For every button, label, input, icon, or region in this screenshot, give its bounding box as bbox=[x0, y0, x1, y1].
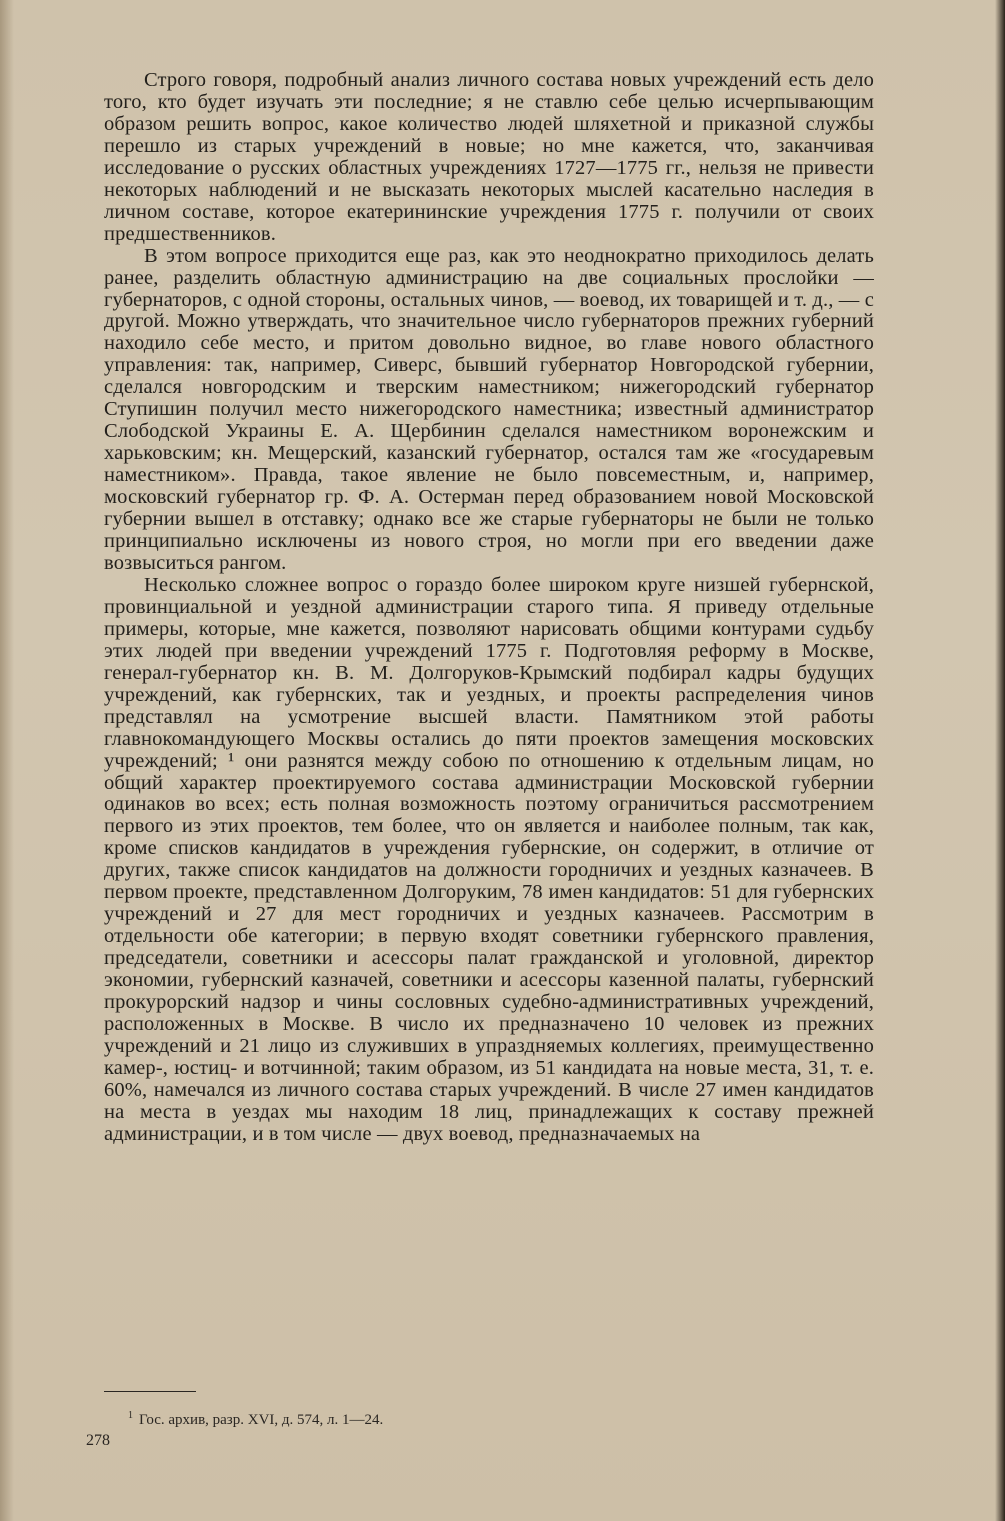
footnote-marker: 1 bbox=[128, 1410, 133, 1421]
footnote-text: Гос. архив, разр. XVI, д. 574, л. 1—24. bbox=[139, 1412, 384, 1428]
paragraph-1: Строго говоря, подробный анализ личного состава новых учреждений есть дело того, кто будет изучать эти последние; я не ставлю себе целью исчерпывающим образом решить вопрос, какое количество людей шляхетной и приказной службы перешло из старых учреждений в новые; но мне кажется, что, заканчивая исследование о русских областных учреждениях 1727—1775 гг., нельзя не привести некоторых наблюдений и не высказать некоторых мыслей касательно наследия в личном составе, которое екатерининские учреждения 1775 г. получили от своих предшественников. bbox=[104, 69, 874, 245]
page-number: 278 bbox=[86, 1432, 110, 1449]
footnote bbox=[128, 1407, 728, 1429]
footnote-divider bbox=[104, 1391, 196, 1392]
paragraph-3: Несколько сложнее вопрос о гораздо более широком круге низшей губернской, провинциальной и уездной администрации старого типа. Я приведу отдельные примеры, которые, мне кажется, позволяют нарисовать общими контурами судьбу этих людей при введении учреждений 1775 г. Подготовляя реформу в Москве, генерал-губернатор кн. В. М. Долгоруков-Крымский подбирал кадры будущих учреждений, как губернских, так и уездных, и проекты распределения чинов представлял на усмотрение высшей власти. Памятником этой работы главнокомандующего Москвы остались до пяти проектов замещения московских учреждений; ¹ они разнятся между собою по отношению к отдельным лицам, но общий характер проектируемого состава администрации Московской губернии одинаков во всех; есть полная возможность поэтому ограничиться рассмотрением первого из этих проектов, тем более, что он является и наиболее полным, так как, кроме списков кандидатов в учреждения губернские, он содержит, в отличие от других, также список кандидатов на должности городничих и уездных казначеев. В первом проекте, представленном Долгоруким, 78 имен кандидатов: 51 для губернских учреждений и 27 для мест городничих и уездных казначеев. Рассмотрим в отдельности обе категории; в первую входят советники губернского правления, председатели, советники и асессоры палат гражданской и уголовной, директор экономии, губернский казначей, советники и асессоры казенной палаты, губернский прокурорский надзор и чины сословных судебно-административных учреждений, расположенных в Москве. В число их предназначено 10 человек из прежних учреждений и 21 лицо из служивших в упраздняемых коллегиях, преимущественно камер-, юстиц- и вотчинной; таким образом, из 51 кандидата на новые места, 31, т. е. 60%, намечался из личного состава старых учреждений. В числе 27 имен кандидатов на места в уездах мы находим 18 лиц, принадлежащих к составу прежней администрации, и в том числе — двух воевод, предназначаемых на bbox=[104, 573, 874, 1145]
paragraph-2: В этом вопросе приходится еще раз, как это неоднократно приходилось делать ранее, разделить областную администрацию на две социальных прослойки — губернаторов, с одной стороны, остальных чинов, — воевод, их товарищей и т. д., — с другой. Можно утверждать, что значительное число губернаторов прежних губерний находило себе место, и притом довольно видное, во главе нового областного управления: так, например, Сиверс, бывший губернатор Новгородской губернии, сделался новгородским и тверским наместником; нижегородский губернатор Ступишин получил место нижегородского наместника; известный администратор Слободской Украины Е. А. Щербинин сделался наместником воронежским и харьковским; кн. Мещерский, казанский губернатор, остался там же «государевым наместником». Правда, такое явление не было повсеместным, и, например, московский губернатор гр. Ф. А. Остерман перед образованием новой Московской губернии вышел в отставку; однако все же старые губернаторы не были не только принципиально исключены из нового строя, но могли при его введении даже возвыситься рангом. bbox=[104, 244, 874, 574]
body-text bbox=[104, 70, 874, 1146]
